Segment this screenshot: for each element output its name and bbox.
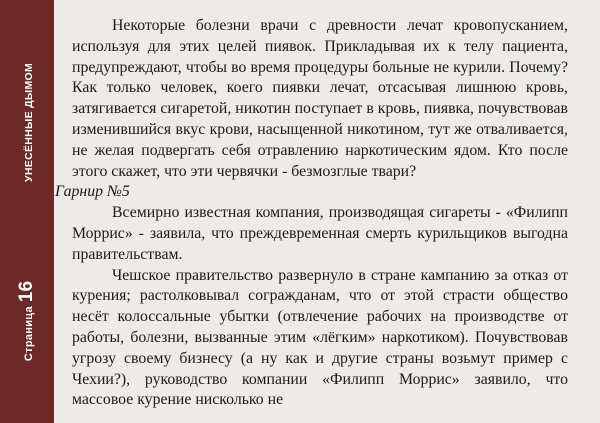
- article-body: [55, 16, 568, 411]
- sidebar: [0, 0, 54, 423]
- section-title: УНЕСЁННЫЕ ДЫМОМ: [23, 62, 35, 182]
- sidebar-caption: [16, 63, 38, 361]
- garnish-heading: Гарнир №5: [55, 183, 130, 201]
- paragraph: Всемирно известная компания, производящая сигареты - «Филипп Моррис» - заявила, что преждевременная смерть курильщиков выгодна правительствам.: [72, 204, 568, 263]
- page-number: 16: [16, 280, 37, 303]
- paragraph: Некоторые болезни врачи с древности лечат кровопусканием, используя для этих целей пиявок. Прикладывая их к телу пациента, предупреждают, чтобы во время процедуры больные не курили. Почему? Как только человек, коего пиявки лечат, отсасывая лишнюю кровь, затягивается сигаретой, никотин поступает в кровь, пиявка, почувствовав изменившийся вкус крови, насыщенной никотином, тут же отваливается, не желая подвергать себя отравлению наркотическим ядом. Кто после этого скажет, что эти червячки - безмозглые твари?: [72, 17, 568, 180]
- paragraph: Чешское правительство развернуло в стране кампанию за отказ от курения; растолковывал согражданам, что от этой страсти общество несёт колоссальные убытки (отвлечение рабочих на производстве от работы, болезни, вызванные этим «лёгким» наркотиком). Почувствовав угрозу своему бизнесу (а ну как и другие страны возьмут пример с Чехии?), руководство компании «Филипп Моррис» заявило, что массовое курение нисколько не: [72, 266, 568, 409]
- page-label: Страница: [23, 306, 35, 362]
